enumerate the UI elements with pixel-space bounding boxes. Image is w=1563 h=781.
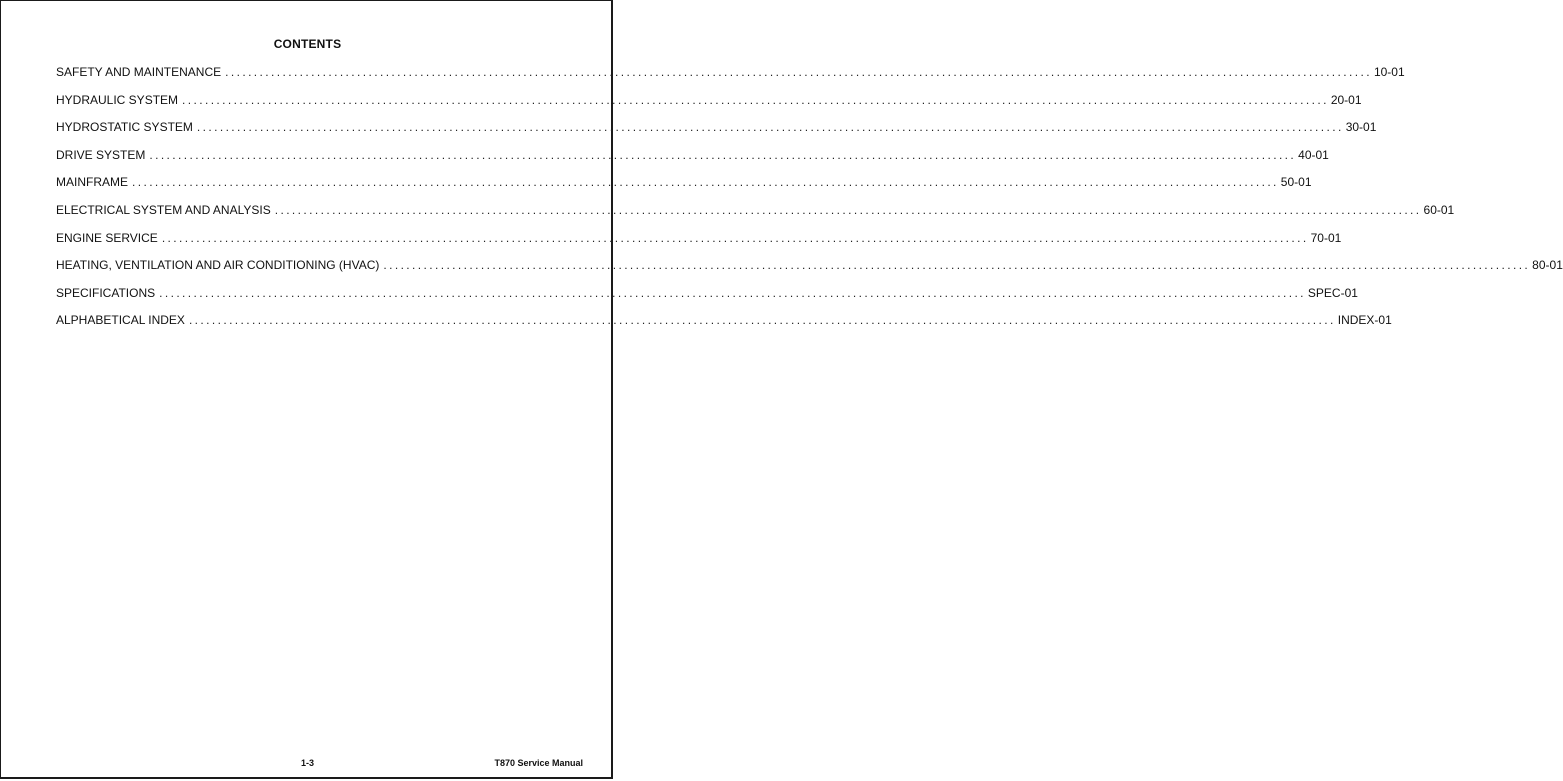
toc-dot-leader: ........................................................................................................................................................................................................ bbox=[188, 313, 1336, 328]
toc-dot-leader: ........................................................................................................................................................................................................ bbox=[225, 65, 1372, 79]
toc-entry-label: ALPHABETICAL INDEX bbox=[56, 313, 185, 328]
toc-dot-leader: ........................................................................................................................................................................................................ bbox=[132, 175, 1279, 190]
toc-entry[interactable] bbox=[56, 119, 1377, 147]
toc-entry[interactable] bbox=[56, 230, 1342, 258]
toc-entry-label: ENGINE SERVICE bbox=[56, 230, 158, 245]
toc-entry-label: HYDRAULIC SYSTEM bbox=[56, 92, 179, 107]
footer-page-number: 1-3 bbox=[300, 758, 314, 768]
toc-entry[interactable] bbox=[56, 285, 1358, 313]
toc-entry[interactable] bbox=[56, 147, 1329, 175]
toc-dot-leader: ........................................................................................................................................................................................................ bbox=[149, 147, 1297, 162]
table-of-contents bbox=[56, 64, 1563, 340]
toc-entry-page: 80-01 bbox=[1532, 258, 1563, 273]
toc-entry-label: SAFETY AND MAINTENANCE bbox=[56, 65, 222, 79]
contents-title: CONTENTS bbox=[273, 37, 342, 51]
toc-entry-page: 60-01 bbox=[1423, 202, 1455, 217]
toc-entry-label: MAINFRAME bbox=[56, 175, 128, 190]
toc-entry[interactable] bbox=[56, 312, 1392, 340]
toc-dot-leader: ........................................................................................................................................................................................................ bbox=[161, 230, 1309, 245]
toc-entry[interactable] bbox=[56, 202, 1455, 230]
toc-entry-label: ELECTRICAL SYSTEM AND ANALYSIS bbox=[56, 202, 271, 217]
toc-entry-page: 30-01 bbox=[1345, 120, 1377, 135]
toc-entry-page: 20-01 bbox=[1330, 92, 1362, 107]
toc-entry-page: 10-01 bbox=[1373, 65, 1405, 79]
toc-dot-leader: ........................................................................................................................................................................................................ bbox=[159, 285, 1306, 300]
toc-entry-page: SPEC-01 bbox=[1307, 285, 1358, 300]
toc-entry-label: SPECIFICATIONS bbox=[56, 285, 156, 300]
toc-entry-label: DRIVE SYSTEM bbox=[56, 147, 146, 162]
toc-entry-page: 70-01 bbox=[1310, 230, 1342, 245]
toc-entry-label: HYDROSTATIC SYSTEM bbox=[56, 120, 193, 135]
toc-entry[interactable] bbox=[56, 92, 1362, 120]
toc-entry-page: 50-01 bbox=[1280, 175, 1312, 190]
toc-dot-leader: ........................................................................................................................................................................................................ bbox=[182, 92, 1329, 107]
toc-entry[interactable] bbox=[56, 64, 1405, 92]
toc-dot-leader: ........................................................................................................................................................................................................ bbox=[196, 120, 1344, 135]
toc-entry-page: 40-01 bbox=[1298, 147, 1329, 162]
footer-manual-title: T870 Service Manual bbox=[494, 758, 583, 768]
toc-dot-leader: ........................................................................................................................................................................................................ bbox=[274, 202, 1422, 217]
toc-entry[interactable] bbox=[56, 257, 1563, 285]
toc-entry-page: INDEX-01 bbox=[1337, 313, 1392, 328]
toc-entry[interactable] bbox=[56, 174, 1312, 202]
toc-dot-leader: ........................................................................................................................................................................................................ bbox=[383, 258, 1531, 273]
toc-entry-label: HEATING, VENTILATION AND AIR CONDITIONING (HVAC) bbox=[56, 258, 380, 273]
